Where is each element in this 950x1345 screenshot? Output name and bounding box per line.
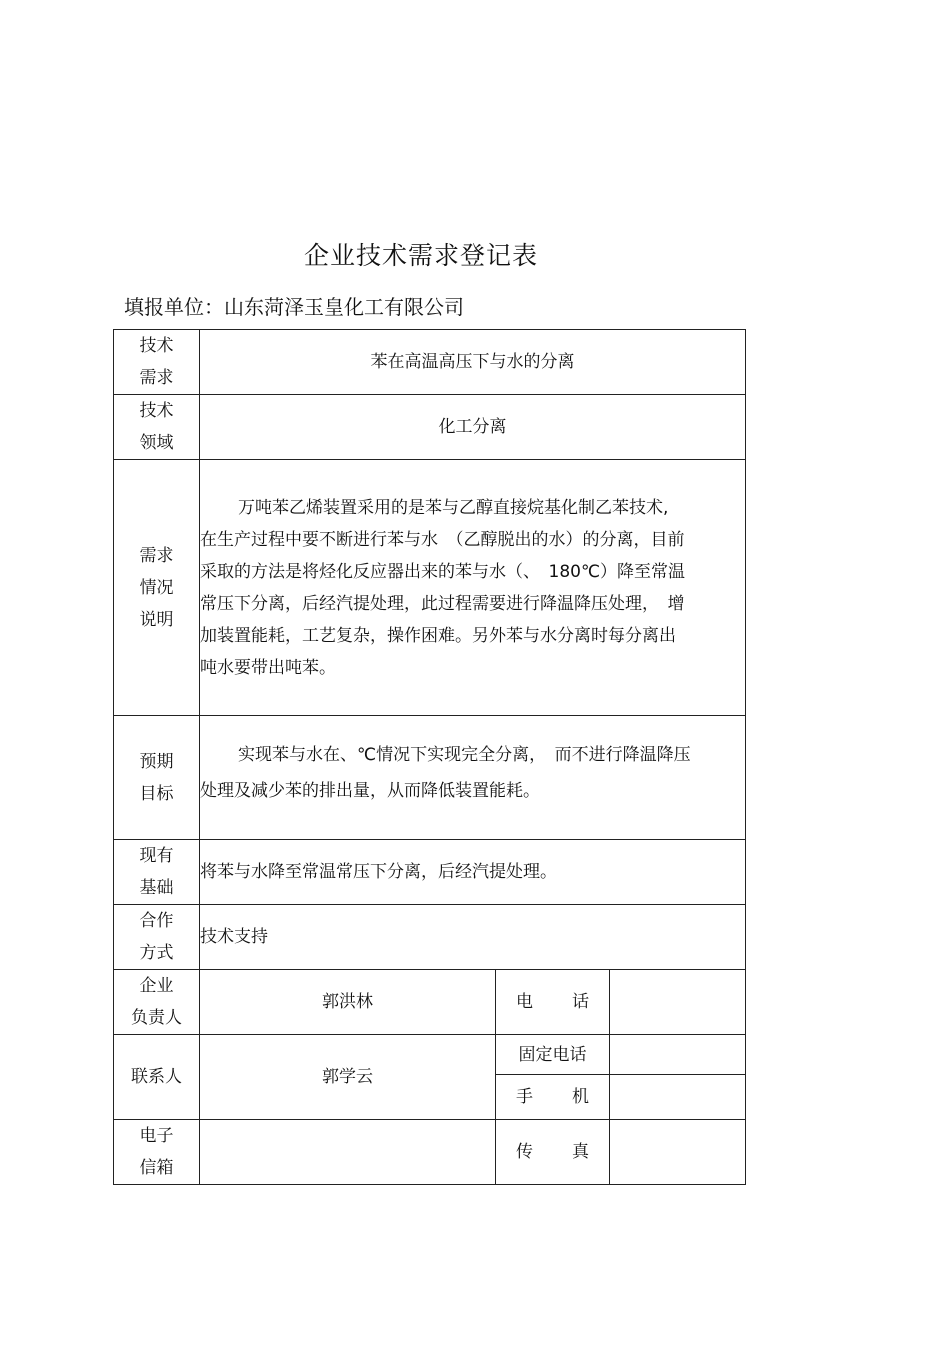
row-description [114,460,746,716]
mobile-value [610,1075,746,1120]
tech-need-label: 技术 需求 [114,330,200,395]
row-existing-base [114,840,746,905]
reporting-unit [124,291,464,320]
goal-text: 实现苯与水在、℃情况下实现完全分离， 而不进行降温降压 处理及减少苯的排出量，从而降低装置能耗。 [200,716,746,840]
tech-field-value: 化工分离 [200,395,746,460]
cooperation-label: 合作 方式 [114,905,200,970]
row-contact-1 [114,1035,746,1075]
reporting-unit-label: 填报单位： [124,295,224,319]
existing-base-label: 现有 基础 [114,840,200,905]
reporting-unit-value: 山东菏泽玉皇化工有限公司 [224,295,464,319]
row-tech-field [114,395,746,460]
row-cooperation [114,905,746,970]
tech-field-label: 技术 领域 [114,395,200,460]
description-label: 需求 情况 说明 [114,460,200,716]
row-tech-need [114,330,746,395]
email-value [200,1120,496,1185]
row-email [114,1120,746,1185]
mobile-label: 手 机 [496,1075,610,1120]
row-leader [114,970,746,1035]
leader-label: 企业 负责人 [114,970,200,1035]
email-label: 电子 信箱 [114,1120,200,1185]
fixed-phone-label: 固定电话 [496,1035,610,1075]
fixed-phone-value [610,1035,746,1075]
cooperation-value: 技术支持 [200,905,746,970]
goal-label: 预期 目标 [114,716,200,840]
registration-form-table [113,329,746,1185]
page-title: 企业技术需求登记表 [303,241,538,270]
phone-value [610,970,746,1035]
contact-label: 联系人 [114,1035,200,1120]
phone-label: 电 话 [496,970,610,1035]
row-goal [114,716,746,840]
tech-need-value: 苯在高温高压下与水的分离 [200,330,746,395]
description-text: 万吨苯乙烯装置采用的是苯与乙醇直接烷基化制乙苯技术, 在生产过程中要不断进行苯与水 （乙醇脱出的水）的分离，目前 采取的方法是将烃化反应器出来的苯与水（、 180℃）降至常温 常压下分离，后经汽提处理，此过程需要进行降温降压处理， 增 加装置能耗，工艺复杂，操作困难。另外苯与水分离时每分离出 吨水要带出吨苯。 [200,460,746,716]
leader-name: 郭洪林 [200,970,496,1035]
contact-name: 郭学云 [200,1035,496,1120]
fax-label: 传 真 [496,1120,610,1185]
existing-base-value: 将苯与水降至常温常压下分离，后经汽提处理。 [200,840,746,905]
fax-value [610,1120,746,1185]
